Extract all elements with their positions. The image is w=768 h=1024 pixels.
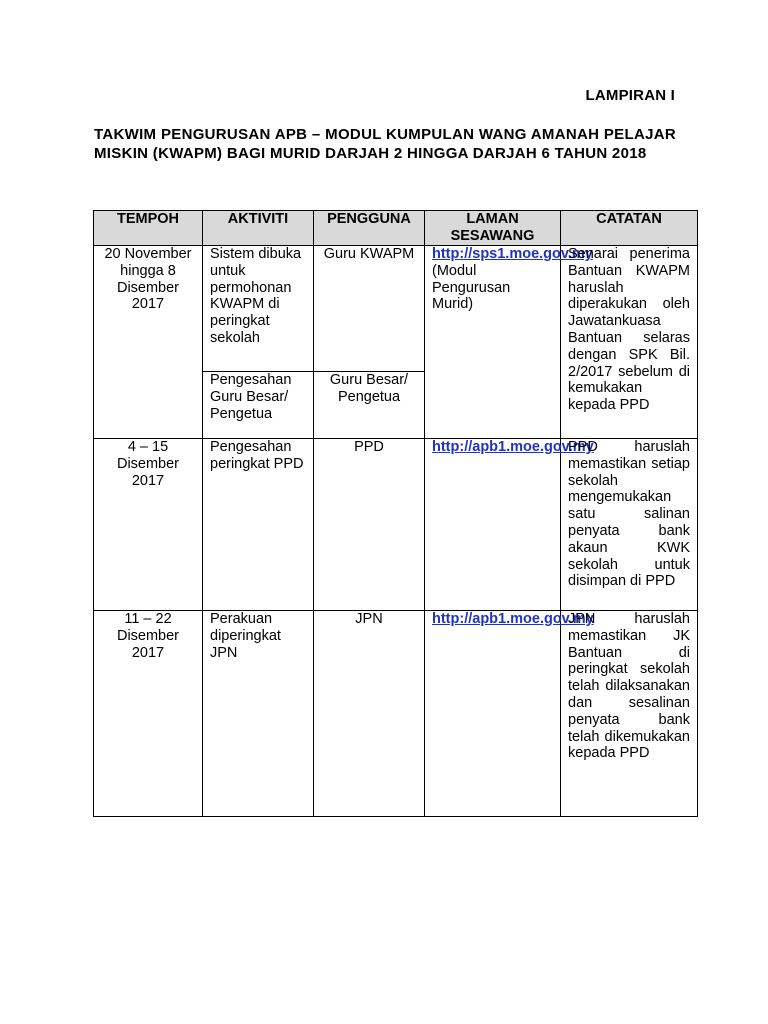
cell-laman-sesawang: [425, 439, 594, 611]
website-note: (Modul Pengurusan Murid): [432, 262, 511, 313]
cell-tempoh: 4 – 15 Disember 2017: [94, 439, 203, 611]
cell-pengguna: Guru Besar/ Pengetua: [314, 372, 425, 439]
cell-pengguna: JPN: [314, 611, 425, 817]
cell-catatan: JPN haruslah memastikan JK Bantuan di peringkat sekolah telah dilaksanakan dan sesalinan penyata bank telah dikemukakan kepada PPD: [561, 611, 698, 817]
table-header-row: [94, 211, 698, 246]
header-laman-line1: LAMAN: [466, 211, 519, 227]
document-title: TAKWIM PENGURUSAN APB – MODUL KUMPULAN WANG AMANAH PELAJAR MISKIN (KWAPM) BAGI MURID DARJAH 2 HINGGA DARJAH 6 TAHUN 2018: [94, 126, 676, 162]
table-row: [94, 439, 698, 611]
header-pengguna: PENGGUNA: [314, 211, 425, 246]
header-tempoh: TEMPOH: [94, 211, 203, 246]
appendix-label: LAMPIRAN I: [585, 87, 675, 104]
cell-tempoh: 20 November hingga 8 Disember 2017: [94, 246, 203, 439]
cell-catatan: Senarai penerima Bantuan KWAPM haruslah diperakukan oleh Jawatankuasa Bantuan selaras dengan SPK Bil. 2/2017 sebelum di kemukakan kepada PPD: [561, 246, 698, 439]
header-laman-sesawang: [425, 211, 561, 246]
website-link[interactable]: http://apb1.moe.gov.my: [432, 439, 594, 455]
header-laman-line2: SESAWANG: [450, 227, 535, 244]
cell-pengguna: Guru KWAPM: [314, 246, 425, 372]
header-catatan: CATATAN: [561, 211, 698, 246]
website-link[interactable]: http://sps1.moe.gov.my: [432, 246, 593, 262]
cell-laman-sesawang: [425, 246, 593, 439]
cell-catatan: PPD haruslah memastikan setiap sekolah mengemukakan satu salinan penyata bank akaun KWK sekolah untuk disimpan di PPD: [561, 439, 698, 611]
schedule-table: [93, 210, 698, 817]
table-row: [94, 246, 698, 372]
cell-aktiviti: Pengesahan peringkat PPD: [203, 439, 314, 611]
cell-aktiviti: Sistem dibuka untuk permohonan KWAPM di peringkat sekolah: [203, 246, 314, 372]
table-row: [94, 611, 698, 817]
cell-pengguna: PPD: [314, 439, 425, 611]
cell-laman-sesawang: [425, 611, 594, 817]
header-aktiviti: AKTIVITI: [203, 211, 314, 246]
website-link[interactable]: http://apb1.moe.gov.my: [432, 611, 594, 627]
cell-tempoh: 11 – 22 Disember 2017: [94, 611, 203, 817]
cell-aktiviti: Perakuan diperingkat JPN: [203, 611, 314, 817]
cell-aktiviti: Pengesahan Guru Besar/ Pengetua: [203, 372, 314, 439]
